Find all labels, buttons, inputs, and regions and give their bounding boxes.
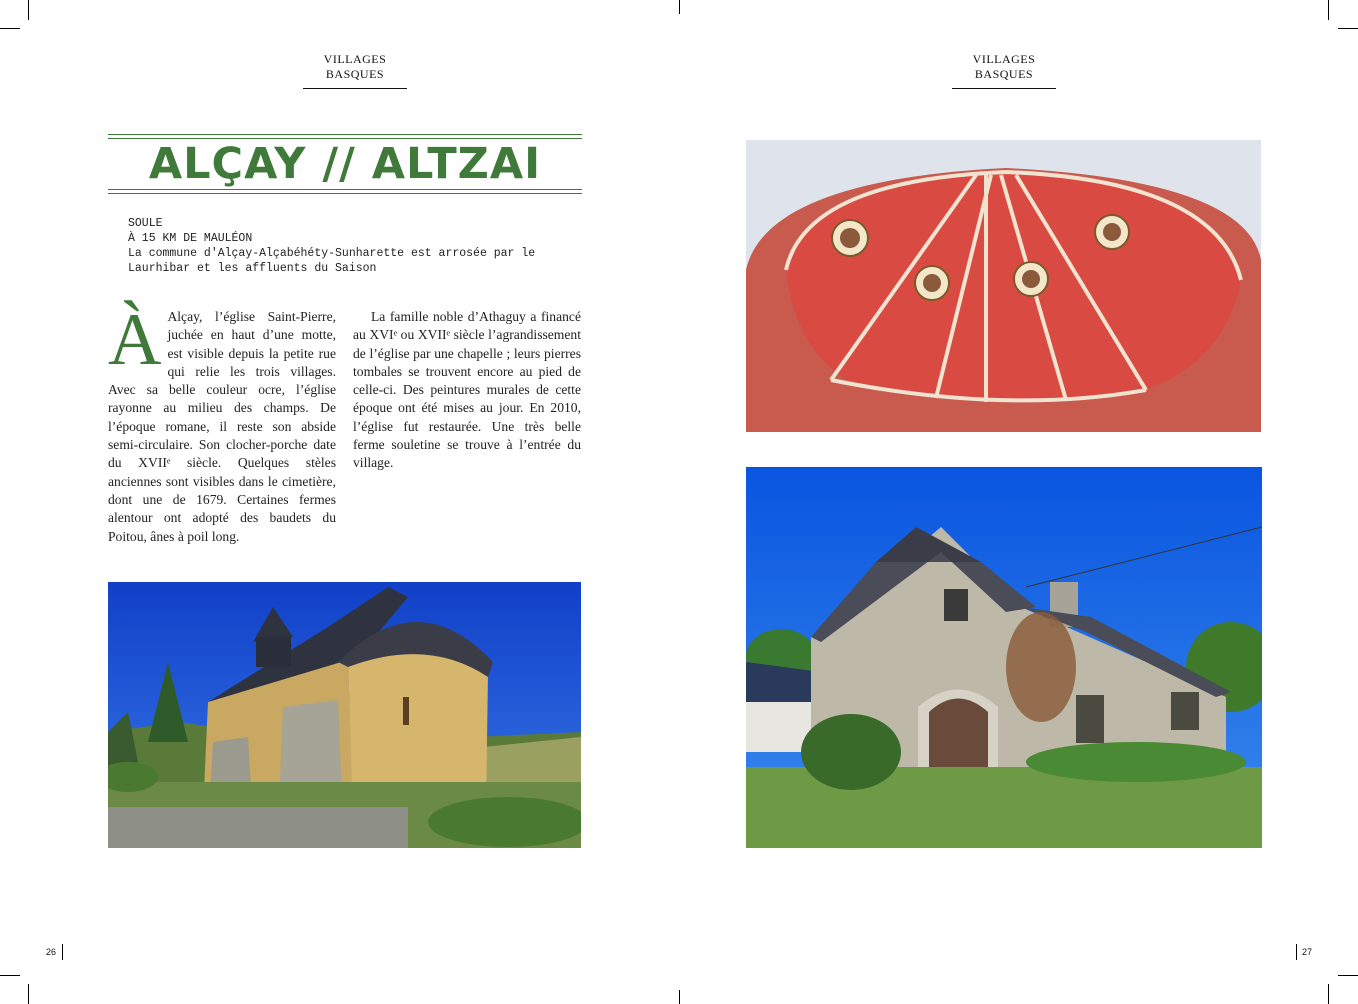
running-head-rule bbox=[952, 88, 1056, 89]
village-meta bbox=[128, 216, 535, 276]
crop-mark bbox=[1328, 0, 1329, 20]
crop-mark bbox=[28, 0, 29, 20]
meta-distance: À 15 KM DE MAULÉON bbox=[128, 232, 253, 245]
title-block bbox=[108, 134, 582, 194]
crop-mark bbox=[1338, 28, 1358, 29]
page-number-right-text: 27 bbox=[1302, 947, 1313, 957]
crop-mark bbox=[1338, 975, 1358, 976]
meta-description-line2: Laurhibar et les affluents du Saison bbox=[128, 262, 377, 275]
running-head-text: VILLAGES BASQUES bbox=[323, 52, 387, 81]
page-number-left-text: 26 bbox=[46, 947, 57, 957]
page-number-left bbox=[46, 947, 56, 957]
running-head-left bbox=[300, 52, 410, 89]
page-number-right bbox=[1302, 947, 1312, 957]
running-head-text: VILLAGES BASQUES bbox=[972, 52, 1036, 81]
crop-mark bbox=[0, 975, 20, 976]
page-number-rule-right bbox=[1296, 944, 1297, 960]
crop-mark bbox=[679, 0, 680, 14]
ceiling-mural-photo bbox=[746, 140, 1261, 432]
crop-mark bbox=[0, 28, 20, 29]
running-head-rule bbox=[303, 88, 407, 89]
meta-province: SOULE bbox=[128, 217, 163, 230]
church-photo bbox=[108, 582, 581, 848]
column-2-text: La famille noble d’Athaguy a financé au XVIᵉ ou XVIIᵉ siècle l’agrandissement de l’église par une chapelle ; leurs pierres tombales se trouvent encore au pied de celle-ci. Des peintures murales de cette époque ont été mises au jour. En 2010, l’église fut restaurée. Une très belle ferme souletine se trouve à l’entrée du village. bbox=[353, 309, 581, 471]
column-1-text: Alçay, l’église Saint-Pierre, juchée en haut d’une motte, est visible depuis la petite rue qui relie les trois villages. Avec sa belle couleur ocre, l’église rayonne au milieu des champs. De l’époque romane, il reste son abside semi-circulaire. Son clocher-porche date du XVIIᵉ siècle. Quelques stèles anciennes sont visibles dans le cimetière, dont une de 1679. Certaines fermes alentour ont adopté des baudets du Poitou, ânes à poil long. bbox=[108, 309, 336, 544]
crop-mark bbox=[28, 984, 29, 1004]
page-number-rule-left bbox=[62, 944, 63, 960]
page-title: ALÇAY // ALTZAI bbox=[148, 139, 542, 189]
text-column-2 bbox=[353, 308, 581, 473]
dropcap: À bbox=[108, 299, 162, 381]
crop-mark bbox=[1328, 984, 1329, 1004]
title-rule-bottom bbox=[108, 189, 582, 194]
text-column-1 bbox=[108, 299, 336, 546]
farmhouse-photo bbox=[746, 467, 1262, 848]
meta-description-line1: La commune d'Alçay-Alçabéhéty-Sunharette est arrosée par le bbox=[128, 247, 536, 260]
crop-mark bbox=[679, 990, 680, 1004]
running-head-right bbox=[948, 52, 1060, 89]
